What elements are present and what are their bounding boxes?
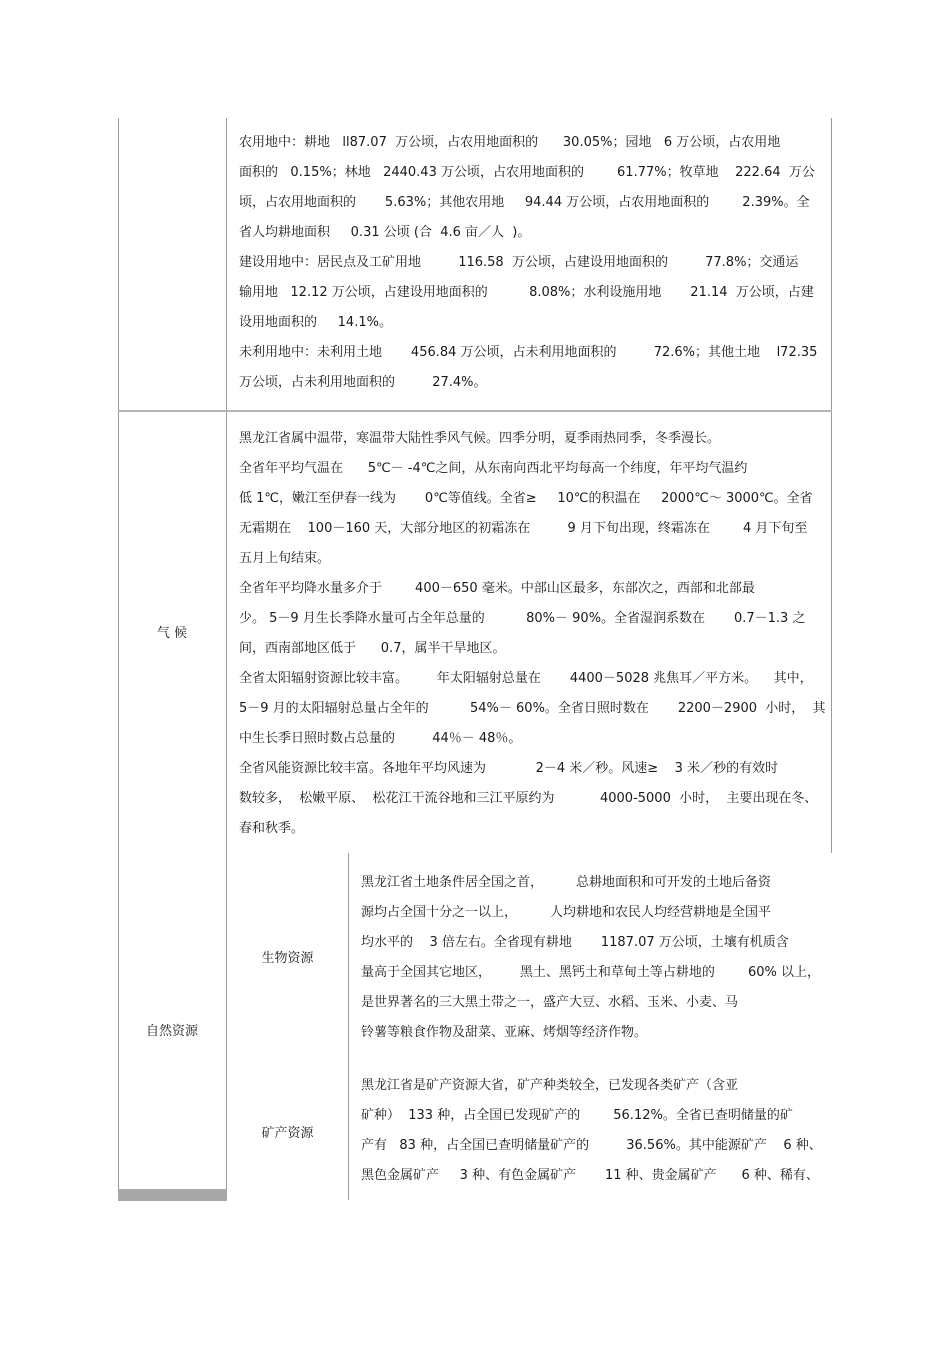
land-use-line: 省人均耕地面积 0.31 公顷 (合 4.6 亩／人 )。 bbox=[239, 225, 531, 240]
mineral-resources-label: 矿产资源 bbox=[261, 1126, 314, 1141]
land-use-line: 设用地面积的 14.1%。 bbox=[239, 315, 392, 330]
land-use-line: 未利用地中：未利用土地 456.84 万公顷，占未利用地面积的 72.6%；其他土地 l72.35 bbox=[239, 345, 818, 360]
bio-line: 量高于全国其它地区， 黑土、黑钙土和草甸土等占耕地的 60% 以上， bbox=[361, 965, 821, 980]
bio-line: 均水平的 3 倍左右。全省现有耕地 1187.07 万公顷，土壤有机质含 bbox=[361, 935, 789, 950]
bio-line: 黑龙江省土地条件居全国之首， 总耕地面积和可开发的土地后备资 bbox=[361, 875, 772, 890]
climate-line: 中生长季日照时数占总量的 44％－ 48％。 bbox=[239, 731, 522, 746]
climate-line: 间，西南部地区低于 0.7，属半干旱地区。 bbox=[239, 641, 506, 656]
climate-line: 低 1℃，嫩江至伊春一线为 0℃等值线。全省≥ 10℃的积温在 2000℃～ 3000℃。全省 bbox=[239, 491, 813, 506]
climate-line: 全省年平均降水量多介于 400－650 毫米。中部山区最多，东部次之，西部和北部最 bbox=[239, 581, 755, 596]
climate-line: 黑龙江省属中温带，寒温带大陆性季风气候。四季分明，夏季雨热同季，冬季漫长。 bbox=[239, 431, 721, 446]
sublabel-column-divider bbox=[348, 853, 349, 1200]
natural-resources-label: 自然资源 bbox=[145, 1024, 198, 1039]
land-use-line: 输用地 12.12 万公顷，占建设用地面积的 8.08%；水利设施用地 21.14 万公顷，占建 bbox=[239, 285, 814, 300]
land-use-line: 建设用地中：居民点及工矿用地 116.58 万公顷，占建设用地面积的 77.8%；交通运 bbox=[239, 255, 799, 270]
table-right-border bbox=[831, 118, 832, 853]
table-bottom-shade bbox=[118, 1189, 227, 1201]
bio-line: 铃薯等粮食作物及甜菜、亚麻、烤烟等经济作物。 bbox=[361, 1025, 648, 1040]
mineral-line: 黑龙江省是矿产资源大省，矿产种类较全，已发现各类矿产（含亚 bbox=[361, 1078, 739, 1093]
climate-line: 数较多， 松嫩平原、 松花江干流谷地和三江平原约为 4000-5000 小时， 主要出现在冬、 bbox=[239, 791, 818, 806]
climate-label: 气 候 bbox=[156, 626, 188, 641]
climate-line: 少。 5－9 月生长季降水量可占全年总量的 80%－ 90%。全省湿润系数在 0.7－1.3 之 bbox=[239, 611, 806, 626]
label-column-divider bbox=[226, 118, 227, 1200]
climate-line: 无霜期在 100－160 天，大部分地区的初霜冻在 9 月下旬出现，终霜冻在 4 月下旬至 bbox=[239, 521, 808, 536]
land-use-line: 万公顷，占未利用地面积的 27.4%。 bbox=[239, 375, 487, 390]
land-use-line: 农用地中：耕地 ll87.07 万公顷，占农用地面积的 30.05%；园地 6 万公顷，占农用地 bbox=[239, 135, 781, 150]
mineral-line: 产有 83 种，占全国已查明储量矿产的 36.56%。其中能源矿产 6 种、 bbox=[361, 1138, 822, 1153]
bio-line: 是世界著名的三大黑土带之一，盛产大豆、水稻、玉米、小麦、马 bbox=[361, 995, 739, 1010]
climate-line: 5－9 月的太阳辐射总量占全年的 54%－ 60%。全省日照时数在 2200－2900 小时， 其 bbox=[239, 701, 826, 716]
mineral-line: 黑色金属矿产 3 种、有色金属矿产 11 种、贵金属矿产 6 种、稀有、 bbox=[361, 1168, 819, 1183]
mineral-line: 矿种） 133 种，占全国已发现矿产的 56.12%。全省已查明储量的矿 bbox=[361, 1108, 793, 1123]
land-use-line: 面积的 0.15%；林地 2440.43 万公顷，占农用地面积的 61.77%；牧草地 222.64 万公 bbox=[239, 165, 815, 180]
land-use-line: 顷，占农用地面积的 5.63%；其他农用地 94.44 万公顷，占农用地面积的 2.39%。全 bbox=[239, 195, 810, 210]
climate-line: 全省年平均气温在 5℃－ -4℃之间，从东南向西北平均每高一个纬度，年平均气温约 bbox=[239, 461, 748, 476]
climate-line: 全省太阳辐射资源比较丰富。 年太阳辐射总量在 4400－5028 兆焦耳／平方米。 其中， bbox=[239, 671, 813, 686]
climate-line: 春和秋季。 bbox=[239, 821, 305, 836]
row-divider-land-climate bbox=[118, 410, 832, 412]
climate-line: 全省风能资源比较丰富。各地年平均风速为 2－4 米／秒。风速≥ 3 米／秒的有效时 bbox=[239, 761, 779, 776]
bio-resources-label: 生物资源 bbox=[261, 951, 314, 966]
climate-line: 五月上旬结束。 bbox=[239, 551, 331, 566]
bio-line: 源均占全国十分之一以上， 人均耕地和农民人均经营耕地是全国平 bbox=[361, 905, 772, 920]
